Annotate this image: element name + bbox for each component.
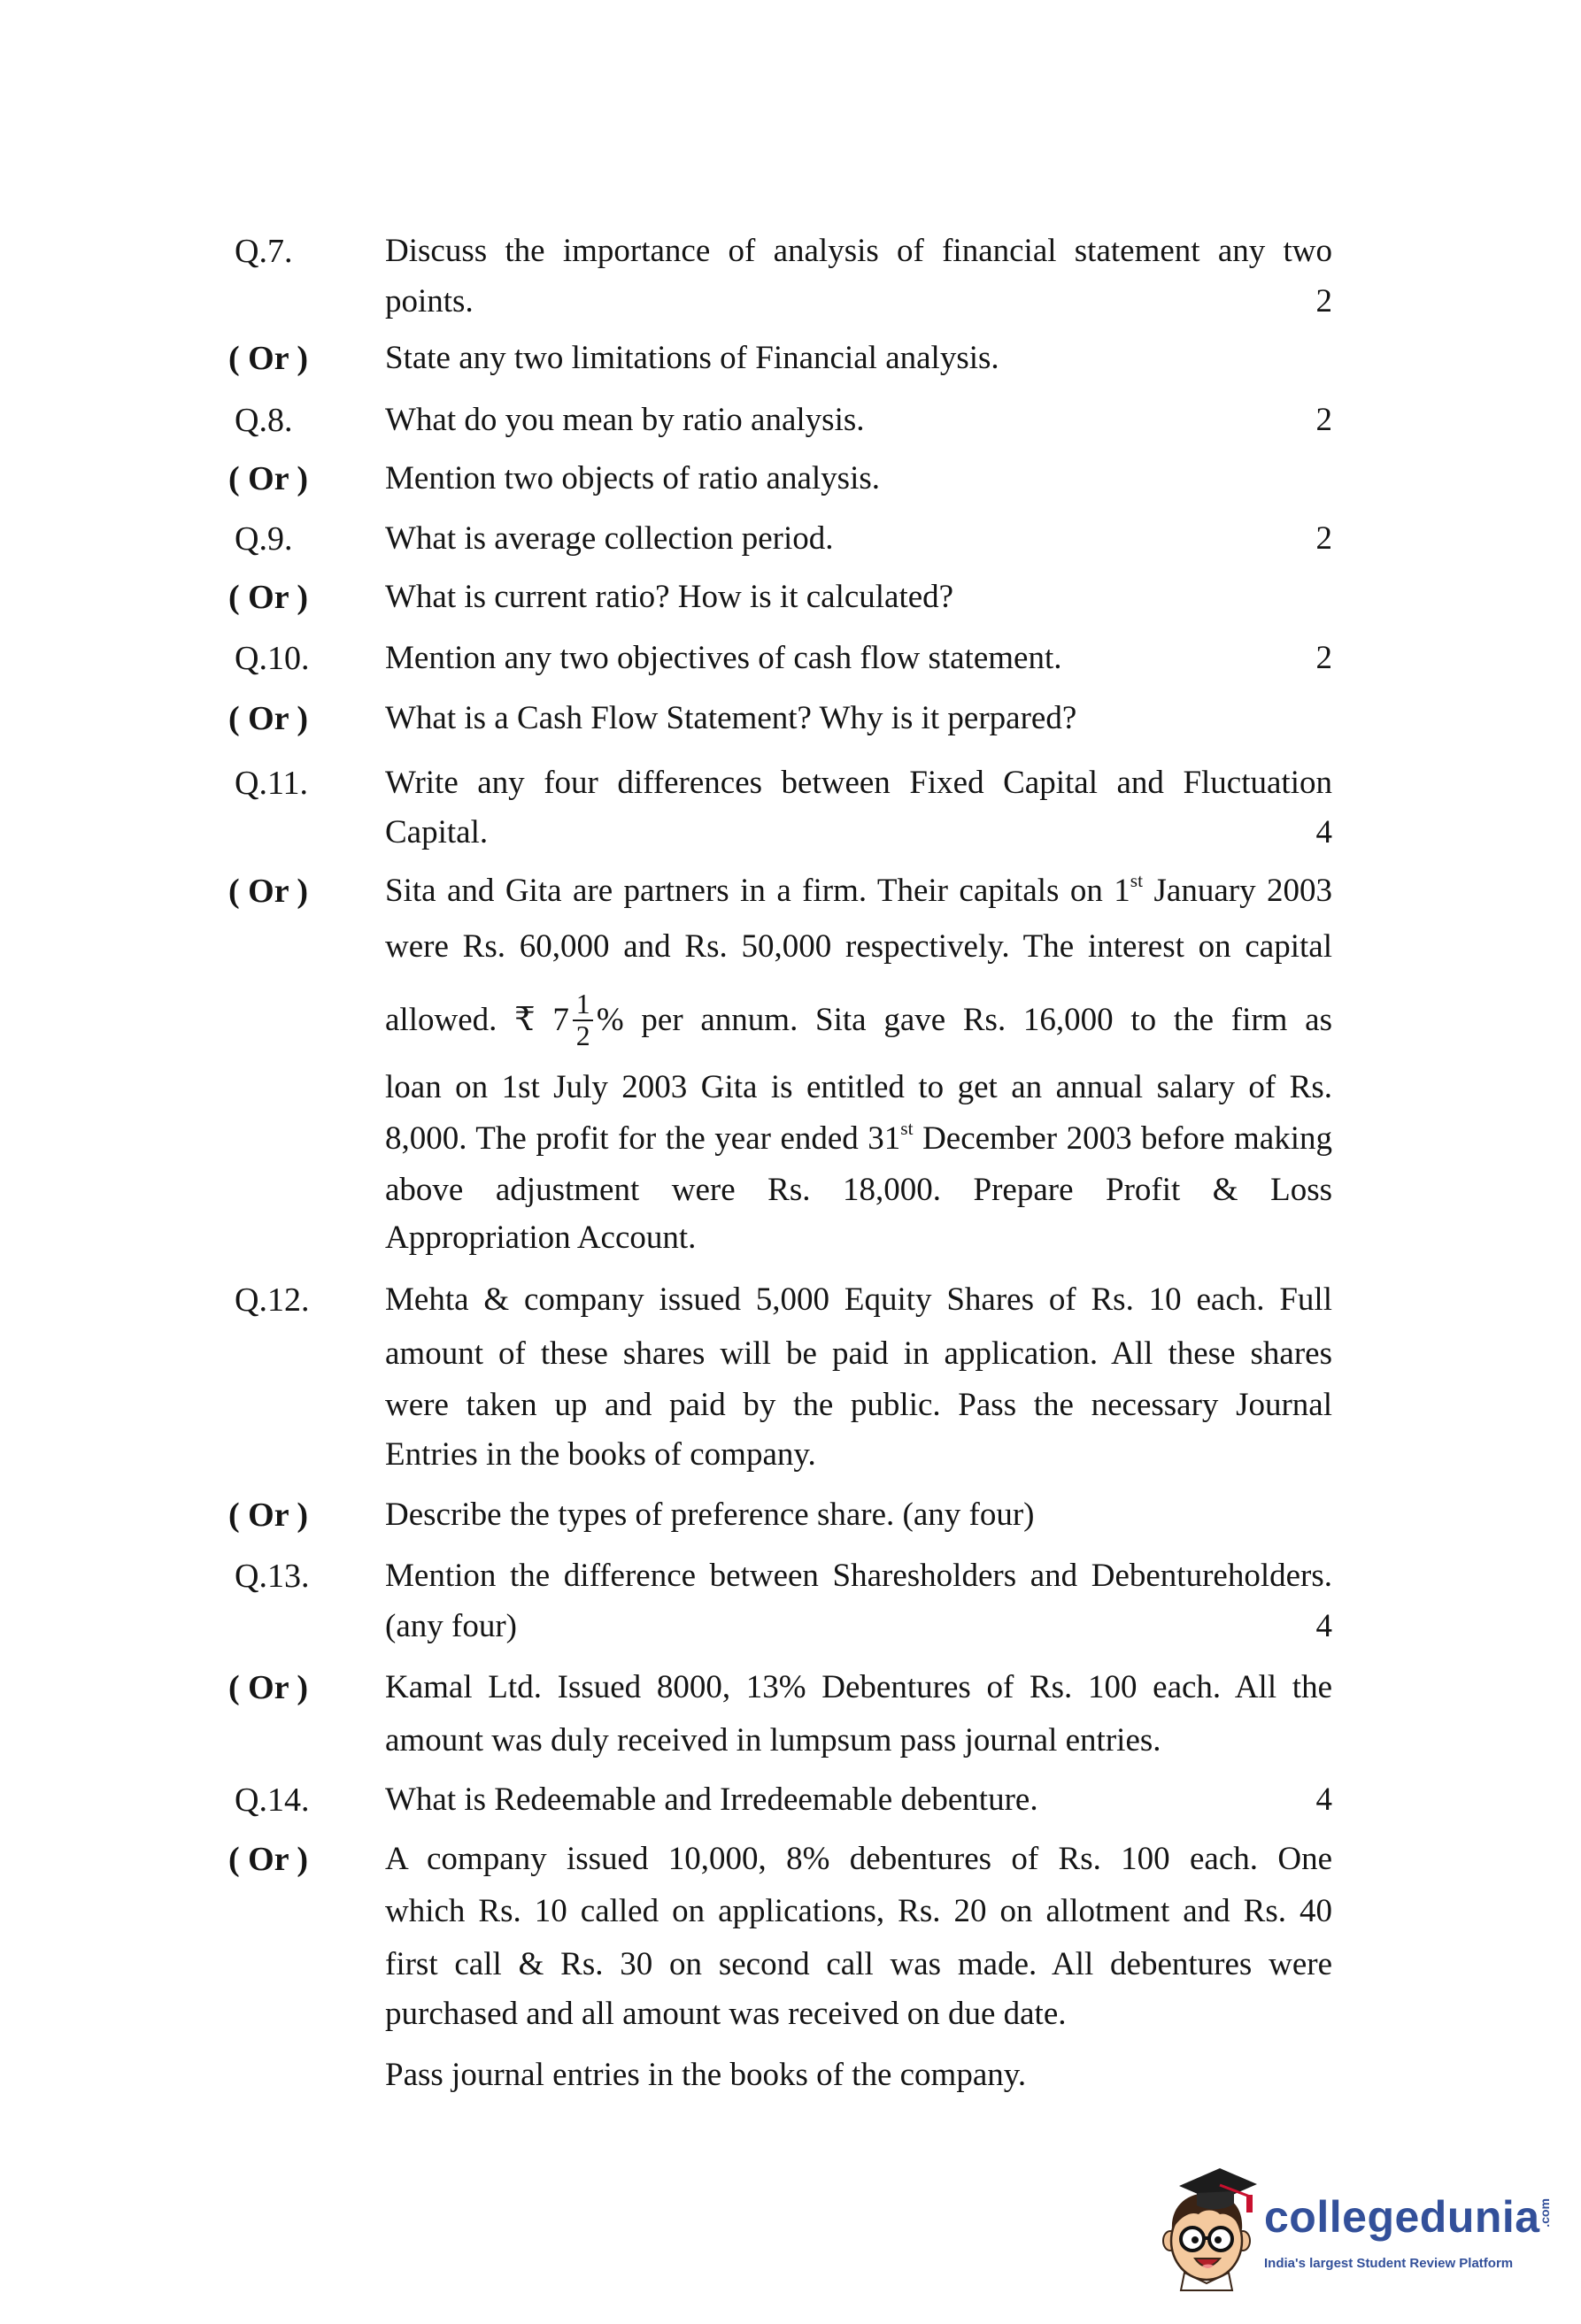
- q8-line-1-text: What do you mean by ratio analysis.: [385, 402, 865, 438]
- q11-or-line-4: [385, 1062, 1332, 1113]
- q7-line-2: [385, 276, 1332, 327]
- collegedunia-mascot-logo: [1158, 2159, 1262, 2292]
- q8-marks: 2: [1315, 402, 1332, 438]
- q13-or-line-2-text: amount was duly received in lumpsum pass journal entries.: [385, 1722, 1161, 1758]
- q11-or-line-6-text: above adjustment were Rs. 18,000. Prepare Profit & Loss: [385, 1172, 1332, 1208]
- q10-line-1-text: Mention any two objectives of cash flow statement.: [385, 640, 1062, 676]
- q12-or-line-1-text: Describe the types of preference share. (any four): [385, 1497, 1035, 1533]
- q11-or-line-1-text: [385, 869, 1332, 909]
- q11-or-line-5-b: December 2003 before making: [913, 1120, 1332, 1157]
- q12-line-4-text: Entries in the books of company.: [385, 1436, 816, 1473]
- q7-label: Q.7.: [235, 233, 293, 270]
- q12-line-4: [385, 1429, 1332, 1481]
- q12-line-3: [385, 1380, 1332, 1431]
- q11-or-line-7-text: Appropriation Account.: [385, 1220, 697, 1256]
- q9-line-1-text: What is average collection period.: [385, 520, 834, 557]
- q8-or-line-1-text: Mention two objects of ratio analysis.: [385, 460, 881, 496]
- q11-or-line-7: [385, 1212, 1332, 1264]
- q10-or-line-1: [385, 693, 1332, 744]
- q11-or-line-2-text: were Rs. 60,000 and Rs. 50,000 respectively. The interest on capital: [385, 928, 1332, 965]
- q8-line-1: [385, 395, 1332, 446]
- q12-label: Q.12.: [235, 1281, 310, 1319]
- q14-or-line-4-text: purchased and all amount was received on due date.: [385, 1996, 1067, 2032]
- q14-marks: 4: [1315, 1781, 1332, 1818]
- q14-or-line-5: [385, 2050, 1332, 2101]
- q13-line-1: [385, 1551, 1332, 1602]
- interest-rate-fraction: [573, 989, 593, 1052]
- q11-line-1: [385, 758, 1332, 809]
- q7-or-line-1: [385, 333, 1332, 384]
- fraction-denominator: 2: [575, 1020, 590, 1052]
- q9-marks: 2: [1315, 520, 1332, 557]
- collegedunia-logo-tld: .com: [1538, 2198, 1552, 2228]
- collegedunia-logo-tagline: India's largest Student Review Platform: [1264, 2256, 1514, 2271]
- q13-line-2: [385, 1601, 1332, 1652]
- q11-or-line-5-a: 8,000. The profit for the year ended 31: [385, 1120, 901, 1157]
- q11-line-2: [385, 807, 1332, 858]
- q8-or-label: ( Or ): [228, 460, 309, 497]
- q9-label: Q.9.: [235, 520, 293, 558]
- q11-or-line-1-sup: st: [1130, 869, 1144, 891]
- q11-label: Q.11.: [235, 765, 309, 802]
- q13-or-line-1: [385, 1662, 1332, 1713]
- q14-label: Q.14.: [235, 1781, 310, 1819]
- q12-line-1-text: Mehta & company issued 5,000 Equity Shares of Rs. 10 each. Full: [385, 1281, 1332, 1318]
- q11-or-line-3-text: [385, 989, 1332, 1052]
- q11-or-line-4-text: loan on 1st July 2003 Gita is entitled to get an annual salary of Rs.: [385, 1069, 1332, 1105]
- q14-or-line-1-text: A company issued 10,000, 8% debentures of Rs. 100 each. One: [385, 1841, 1332, 1877]
- q13-label: Q.13.: [235, 1558, 310, 1595]
- q12-or-line-1: [385, 1489, 1332, 1541]
- collegedunia-logo-text: collegedunia: [1264, 2192, 1540, 2242]
- q10-marks: 2: [1315, 640, 1332, 676]
- q14-or-line-4: [385, 1989, 1332, 2040]
- q9-or-line-1-text: What is current ratio? How is it calculated?: [385, 579, 954, 615]
- q7-line-2-text: points.: [385, 283, 474, 319]
- q10-line-1: [385, 633, 1332, 684]
- q7-marks: 2: [1315, 283, 1332, 319]
- q11-line-1-text: Write any four differences between Fixed Capital and Fluctuation: [385, 765, 1332, 801]
- q11-or-line-5-text: [385, 1117, 1332, 1157]
- q14-or-line-5-text: Pass journal entries in the books of the company.: [385, 2057, 1027, 2093]
- q13-or-line-1-text: Kamal Ltd. Issued 8000, 13% Debentures of Rs. 100 each. All the: [385, 1669, 1332, 1705]
- q10-or-line-1-text: What is a Cash Flow Statement? Why is it perpared?: [385, 700, 1077, 736]
- q14-line-1: [385, 1774, 1332, 1826]
- q12-line-2-text: amount of these shares will be paid in application. All these shares: [385, 1335, 1332, 1372]
- q11-or-line-5: [385, 1113, 1332, 1165]
- q11-or-label: ( Or ): [228, 873, 309, 910]
- q10-label: Q.10.: [235, 640, 310, 677]
- q11-or-line-2: [385, 921, 1332, 973]
- q11-or-line-1-a: Sita and Gita are partners in a firm. Their capitals on 1: [385, 873, 1130, 909]
- q14-or-label: ( Or ): [228, 1841, 309, 1878]
- q14-line-1-text: What is Redeemable and Irredeemable debenture.: [385, 1781, 1038, 1818]
- q11-line-2-text: Capital.: [385, 814, 489, 850]
- q11-or-line-1-b: January 2003: [1143, 873, 1332, 909]
- q7-line-1-text: Discuss the importance of analysis of financial statement any two: [385, 233, 1332, 269]
- q7-or-label: ( Or ): [228, 340, 309, 377]
- q7-line-1: [385, 226, 1332, 277]
- q12-line-3-text: were taken up and paid by the public. Pass the necessary Journal: [385, 1387, 1332, 1423]
- q7-or-line-1-text: State any two limitations of Financial analysis.: [385, 340, 999, 376]
- q12-or-label: ( Or ): [228, 1497, 309, 1534]
- q9-or-line-1: [385, 572, 1332, 623]
- q14-or-line-2: [385, 1886, 1332, 1937]
- q10-or-label: ( Or ): [228, 700, 309, 737]
- q8-label: Q.8.: [235, 402, 293, 439]
- q11-or-line-3: [385, 989, 1332, 1052]
- q11-or-line-5-sup: st: [900, 1117, 914, 1139]
- q13-or-label: ( Or ): [228, 1669, 309, 1706]
- q13-line-1-text: Mention the difference between Sharesholders and Debentureholders.: [385, 1558, 1332, 1594]
- q11-or-line-3-a: allowed. ₹ 7: [385, 1002, 569, 1038]
- q14-or-line-3-text: first call & Rs. 30 on second call was made. All debentures were: [385, 1946, 1332, 1982]
- q12-line-1: [385, 1274, 1332, 1326]
- q14-or-line-2-text: which Rs. 10 called on applications, Rs. 20 on allotment and Rs. 40: [385, 1893, 1332, 1929]
- q9-line-1: [385, 513, 1332, 565]
- q13-line-2-text: (any four): [385, 1608, 517, 1644]
- q14-or-line-1: [385, 1834, 1332, 1885]
- q11-or-line-1: [385, 866, 1332, 917]
- q13-marks: 4: [1315, 1608, 1332, 1644]
- q8-or-line-1: [385, 453, 1332, 504]
- q11-or-line-6: [385, 1165, 1332, 1216]
- fraction-numerator: 1: [573, 990, 593, 1021]
- q12-line-2: [385, 1328, 1332, 1380]
- q11-or-line-3-b: % per annum. Sita gave Rs. 16,000 to the firm as: [596, 1002, 1332, 1038]
- q11-marks: 4: [1315, 814, 1332, 850]
- q13-or-line-2: [385, 1715, 1332, 1766]
- q14-or-line-3: [385, 1939, 1332, 1990]
- q9-or-label: ( Or ): [228, 579, 309, 616]
